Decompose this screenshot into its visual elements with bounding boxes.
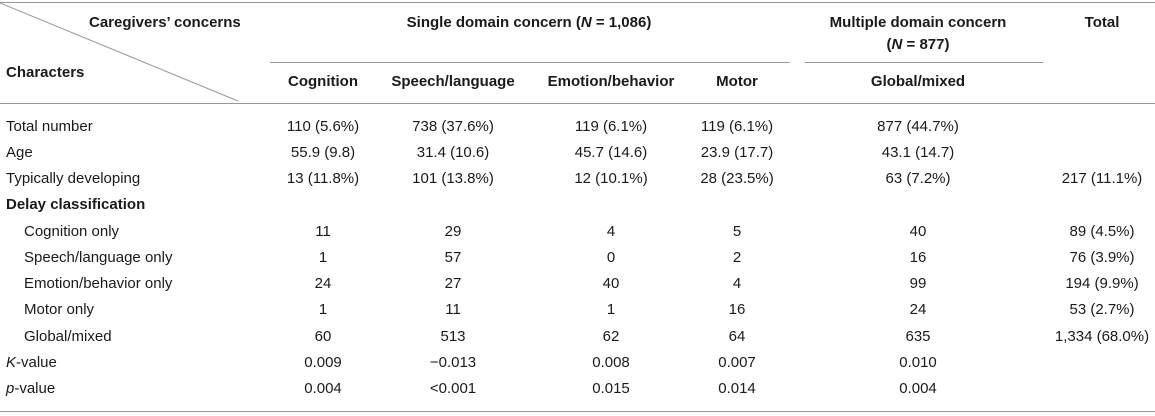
row-label-motor-only: Motor only xyxy=(24,301,95,318)
row-label-emotion-behavior-only: Emotion/behavior only xyxy=(24,275,173,292)
column-header-global-mixed: Global/mixed xyxy=(870,73,966,90)
cell: 513 xyxy=(440,328,466,345)
cell: 11 xyxy=(445,301,461,318)
cell: 24 xyxy=(314,275,332,292)
cell: −0.013 xyxy=(429,354,477,371)
header-caregivers-concerns: Caregivers’ concerns xyxy=(89,14,241,31)
cell: 1 xyxy=(606,301,616,318)
cell: 5 xyxy=(732,223,742,240)
header-multiple-domain-line2: (N = 877) xyxy=(886,36,950,53)
cell: 40 xyxy=(602,275,620,292)
cell: 635 xyxy=(905,328,931,345)
row-label-global-mixed: Global/mixed xyxy=(24,328,112,345)
cell: 60 xyxy=(314,328,332,345)
header-total: Total xyxy=(1084,14,1120,31)
cell: 2 xyxy=(732,249,742,266)
cell: 63 (7.2%) xyxy=(885,170,951,187)
cell: 23.9 (17.7) xyxy=(700,144,774,161)
cell: 119 (6.1%) xyxy=(700,118,774,135)
cell: 738 (37.6%) xyxy=(412,118,494,135)
cell: 0.015 xyxy=(592,380,630,397)
column-header-emotion-behavior: Emotion/behavior xyxy=(547,73,675,90)
header-single-domain: Single domain concern (N = 1,086) xyxy=(406,14,652,31)
header-multiple-domain-line1: Multiple domain concern xyxy=(829,14,1007,31)
total-cell: 89 (4.5%) xyxy=(1069,223,1135,240)
column-header-motor: Motor xyxy=(716,73,758,90)
bottom-rule xyxy=(0,411,1155,412)
cell: 27 xyxy=(444,275,462,292)
total-cell: 1,334 (68.0%) xyxy=(1054,328,1150,345)
cell: 0.014 xyxy=(718,380,756,397)
cell: 4 xyxy=(732,275,742,292)
cell: 101 (13.8%) xyxy=(412,170,494,187)
total-cell: 76 (3.9%) xyxy=(1069,249,1135,266)
cell: <0.001 xyxy=(429,380,477,397)
cell: 55.9 (9.8) xyxy=(290,144,356,161)
single-domain-underline xyxy=(270,62,790,63)
cell: 45.7 (14.6) xyxy=(574,144,648,161)
section-title-delay-classification: Delay classification xyxy=(6,196,146,213)
cell: 16 xyxy=(728,301,746,318)
cell: 29 xyxy=(444,223,462,240)
cell: 0.007 xyxy=(718,354,756,371)
cell: 16 xyxy=(909,249,927,266)
cell: 1 xyxy=(318,249,328,266)
cell: 12 (10.1%) xyxy=(574,170,648,187)
cell: 1 xyxy=(318,301,328,318)
row-label-p-value: p-value xyxy=(6,380,56,397)
row-label-age: Age xyxy=(6,144,33,161)
cell: 11 xyxy=(315,223,331,240)
row-label-speech-language-only: Speech/language only xyxy=(24,249,173,266)
column-header-speech-language: Speech/language xyxy=(391,73,515,90)
cell: 0.004 xyxy=(304,380,342,397)
cell: 24 xyxy=(909,301,927,318)
row-label-typically-developing: Typically developing xyxy=(6,170,141,187)
total-cell: 217 (11.1%) xyxy=(1061,170,1143,187)
total-cell: 53 (2.7%) xyxy=(1069,301,1135,318)
cell: 62 xyxy=(602,328,620,345)
cell: 0.009 xyxy=(304,354,342,371)
cell: 31.4 (10.6) xyxy=(416,144,490,161)
column-header-cognition: Cognition xyxy=(288,73,358,90)
cell: 0 xyxy=(606,249,616,266)
total-cell: 194 (9.9%) xyxy=(1065,275,1139,292)
cell: 64 xyxy=(728,328,746,345)
cell: 0.008 xyxy=(592,354,630,371)
cell: 13 (11.8%) xyxy=(286,170,360,187)
row-label-total-number: Total number xyxy=(6,118,93,135)
header-characters: Characters xyxy=(6,64,85,81)
row-label-cognition-only: Cognition only xyxy=(24,223,120,240)
cell: 43.1 (14.7) xyxy=(881,144,955,161)
cell: 4 xyxy=(606,223,616,240)
cell: 110 (5.6%) xyxy=(286,118,360,135)
cell: 28 (23.5%) xyxy=(700,170,774,187)
cell: 877 (44.7%) xyxy=(877,118,959,135)
cell: 0.010 xyxy=(899,354,937,371)
multiple-domain-underline xyxy=(805,62,1043,63)
cell: 0.004 xyxy=(899,380,937,397)
cell: 119 (6.1%) xyxy=(574,118,648,135)
cell: 57 xyxy=(444,249,462,266)
cell: 99 xyxy=(909,275,927,292)
row-label-k-value: K-value xyxy=(6,354,57,371)
cell: 40 xyxy=(909,223,927,240)
